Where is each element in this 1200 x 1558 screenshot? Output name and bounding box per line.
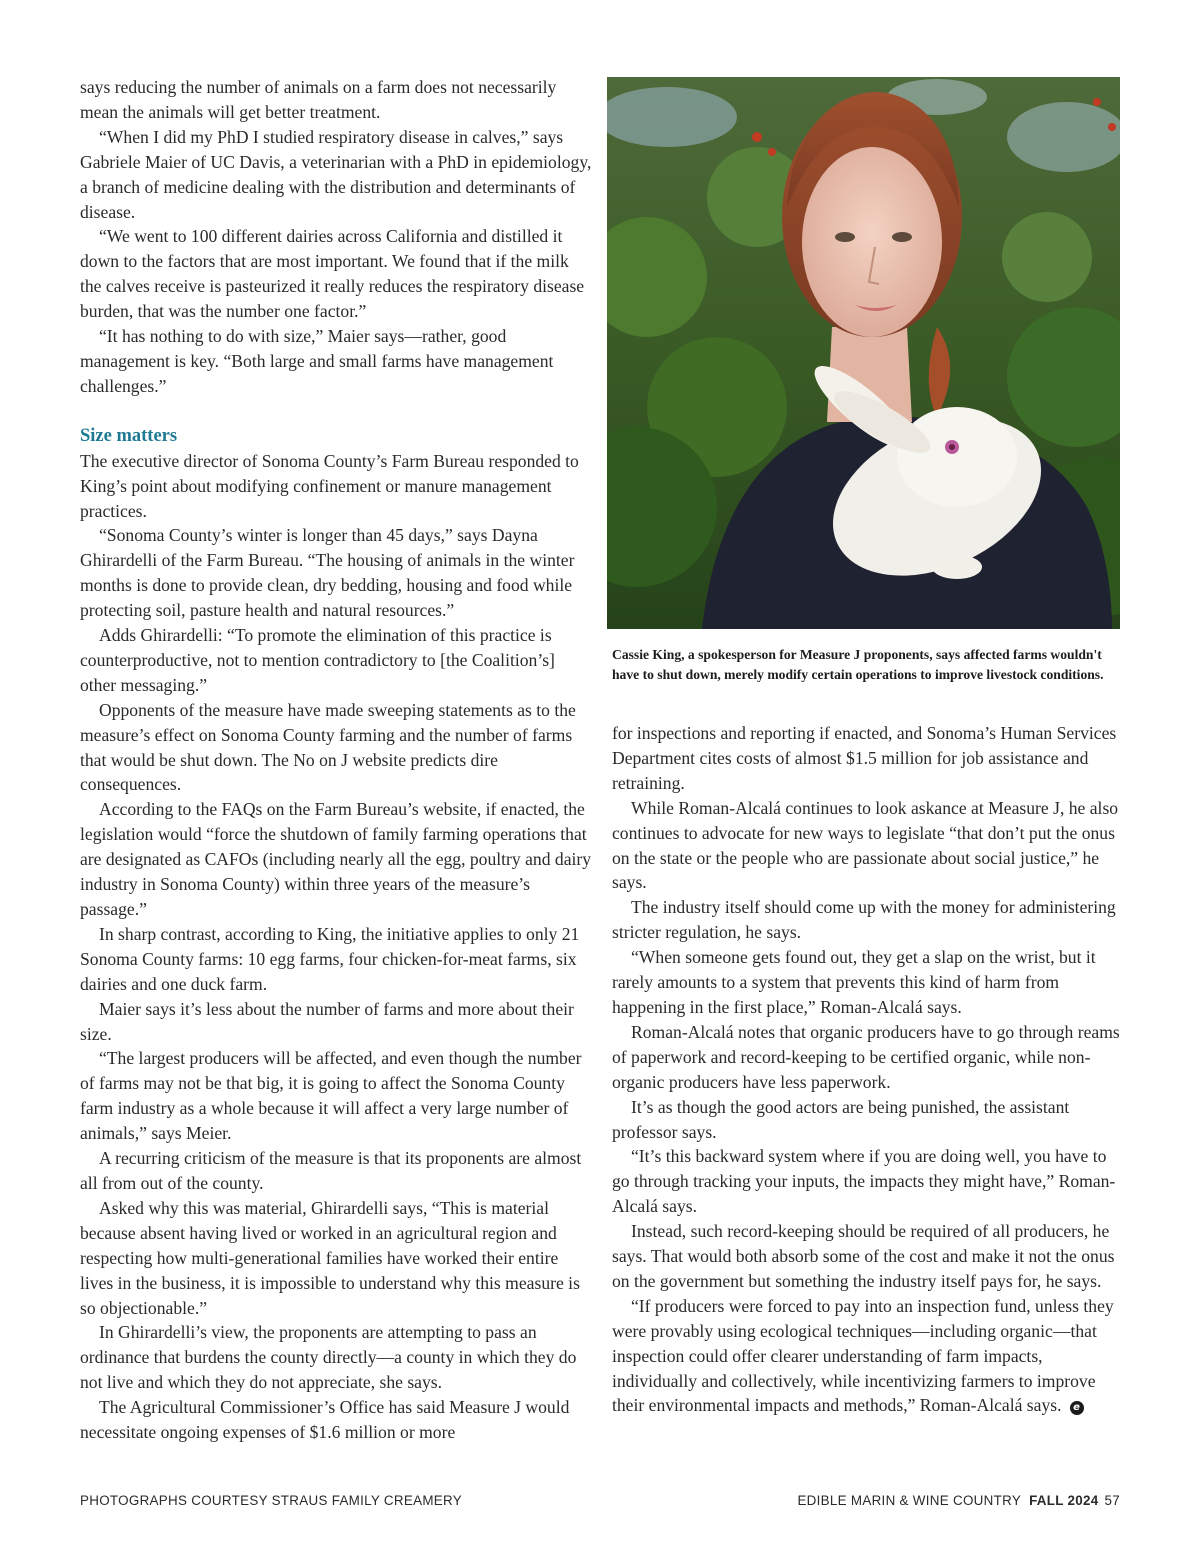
body-paragraph: According to the FAQs on the Farm Bureau’s website, if enacted, the legislation would “force the shutdown of family farming operations that are designated as CAFOs (including nearly all the egg, poultry and dairy industry in Sonoma County) within three years of the measure’s passage.” xyxy=(80,799,592,919)
body-paragraph: Instead, such record-keeping should be required of all producers, he says. That would both absorb some of the cost and make it not the onus on the government but something the industry itself pays for, he says. xyxy=(612,1221,1115,1291)
body-paragraph: Asked why this was material, Ghirardelli says, “This is material because absent having lived or worked in an agricultural region and respecting how multi-generational families have worked their entire lives in the business, it is impossible to understand why this measure is so objectionable.” xyxy=(80,1197,580,1318)
body-paragraph: The Agricultural Commissioner’s Office has said Measure J would necessitate ongoing expenses of $1.6 million or more xyxy=(80,1397,570,1443)
body-paragraph: “It’s this backward system where if you are doing well, you have to go through tracking your inputs, the impacts they might have,” Roman-Alcalá says. xyxy=(612,1146,1116,1217)
page-folio xyxy=(797,1493,1120,1508)
issue-season: FALL 2024 xyxy=(1029,1493,1099,1508)
body-paragraph: “We went to 100 different dairies across California and distilled it down to the factors that are most important. We found that if the milk the calves receive is pasteurized it really reduces the respiratory disease burden, that was the number one factor.” xyxy=(80,226,585,322)
publication-name: EDIBLE MARIN & WINE COUNTRY xyxy=(797,1493,1022,1508)
body-paragraph: Opponents of the measure have made sweeping statements as to the measure’s effect on Sonoma County farming and the number of farms that would be shut down. The No on J website predicts dire consequences. xyxy=(80,699,576,795)
end-mark-icon: e xyxy=(1070,1401,1084,1415)
body-paragraph: In Ghirardelli’s view, the proponents are attempting to pass an ordinance that burdens the county directly—a county in which they do not live and which they do not appreciate, she says. xyxy=(80,1322,577,1393)
body-paragraph: The industry itself should come up with the money for administering stricter regulation, he says. xyxy=(612,897,1116,943)
body-paragraph: “It has nothing to do with size,” Maier says—rather, good management is key. “Both large and small farms have management challenges.” xyxy=(80,326,554,396)
body-paragraph: The executive director of Sonoma County’s Farm Bureau responded to King’s point about modifying confinement or manure management practices. xyxy=(80,450,579,521)
body-paragraph: A recurring criticism of the measure is that its proponents are almost all from out of the county. xyxy=(80,1148,582,1193)
body-paragraph: “The largest producers will be affected, and even though the number of farms may not be that big, it is going to affect the Sonoma County farm industry as a whole because it will affect a very large number of animals,” says Meier. xyxy=(80,1048,582,1144)
woman-with-rabbit-illustration xyxy=(607,77,1120,629)
left-column xyxy=(80,75,592,1445)
body-paragraph xyxy=(612,1294,1124,1419)
final-paragraph-text: “If producers were forced to pay into an inspection fund, unless they were provably using ecological techniques—including organic—that inspection could offer clearer understanding of farm impacts, individually and collectively, while incentivizing farmers to improve their environmental impacts and methods,” Roman-Alcalá says. xyxy=(612,1295,1114,1416)
body-paragraph: While Roman-Alcalá continues to look askance at Measure J, he also continues to advocate for new ways to legislate “that don’t put the onus on the state or the people who are passionate about social justice,” he says. xyxy=(612,797,1119,893)
right-column xyxy=(612,721,1124,1418)
section-heading: Size matters xyxy=(80,425,178,446)
body-paragraph: Maier says it’s less about the number of farms and more about their size. xyxy=(80,998,574,1044)
body-paragraph: “When someone gets found out, they get a slap on the wrist, but it rarely amounts to a system that prevents this kind of harm from happening in the first place,” Roman-Alcalá says. xyxy=(612,947,1096,1017)
photo-credit: PHOTOGRAPHS COURTESY STRAUS FAMILY CREAMERY xyxy=(80,1493,462,1508)
portrait-photo xyxy=(607,77,1120,629)
body-paragraph: It’s as though the good actors are being punished, the assistant professor says. xyxy=(612,1096,1070,1142)
body-paragraph: Roman-Alcalá notes that organic producers have to go through reams of paperwork and record-keeping to be certified organic, while non-organic producers have less paperwork. xyxy=(612,1021,1120,1092)
body-paragraph: says reducing the number of animals on a farm does not necessarily mean the animals will get better treatment. xyxy=(80,77,557,122)
body-paragraph: “When I did my PhD I studied respiratory disease in calves,” says Gabriele Maier of UC Davis, a veterinarian with a PhD in epidemiology, a branch of medicine dealing with the distribution and determinants of disease. xyxy=(80,126,592,222)
photo-caption: Cassie King, a spokesperson for Measure J proponents, says affected farms wouldn't have to shut down, merely modify certain operations to improve livestock conditions. xyxy=(612,647,1104,682)
body-paragraph: Adds Ghirardelli: “To promote the elimination of this practice is counterproductive, not to mention contradictory to [the Coalition’s] other messaging.” xyxy=(80,625,555,695)
body-paragraph: for inspections and reporting if enacted, and Sonoma’s Human Services Department cites costs of almost $1.5 million for job assistance and retraining. xyxy=(612,723,1117,793)
body-paragraph: In sharp contrast, according to King, the initiative applies to only 21 Sonoma County farms: 10 egg farms, four chicken-for-meat farms, six dairies and one duck farm. xyxy=(80,923,580,994)
page-number: 57 xyxy=(1104,1493,1120,1508)
body-paragraph: “Sonoma County’s winter is longer than 45 days,” says Dayna Ghirardelli of the Farm Bureau. “The housing of animals in the winter months is done to provide clean, dry bedding, housing and food while protecting soil, pasture health and natural resources.” xyxy=(80,525,575,621)
